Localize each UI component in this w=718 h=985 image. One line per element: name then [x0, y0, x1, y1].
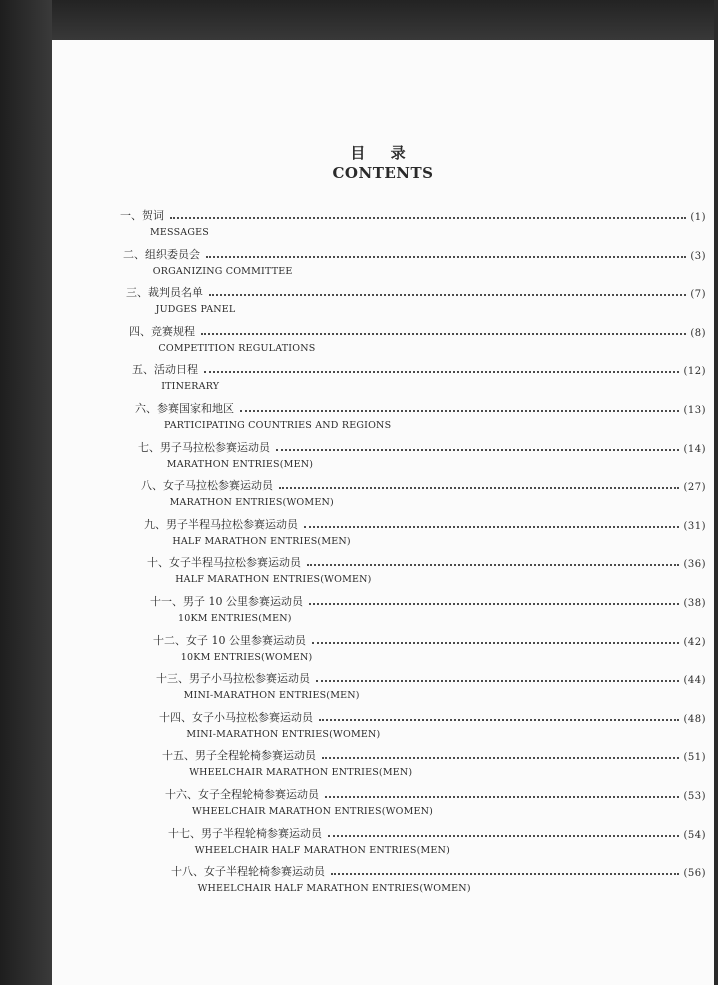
- toc-entry[interactable]: [129, 323, 706, 363]
- toc-entry[interactable]: [165, 786, 706, 826]
- toc-entry-title-en: JUDGES PANEL: [155, 304, 236, 316]
- toc-entry-title-cn: 九、男子半程马拉松参赛运动员: [144, 517, 298, 531]
- toc-entry-title-cn: 十、女子半程马拉松参赛运动员: [147, 556, 301, 570]
- toc-entry-title-cn: 五、活动日程: [132, 363, 198, 377]
- toc-entry-page: (8): [690, 327, 706, 339]
- toc-entry-title-cn: 十二、女子 10 公里参赛运动员: [153, 633, 306, 647]
- toc-entry-page: (12): [683, 366, 706, 378]
- toc-entry-title-en: MESSAGES: [150, 227, 210, 238]
- toc-entry-title-en: MINI-MARATHON ENTRIES(MEN): [183, 690, 360, 702]
- toc-entry-title-cn: 二、组织委员会: [123, 247, 200, 261]
- dot-leader: [204, 370, 679, 373]
- toc-entry[interactable]: [171, 863, 706, 903]
- toc-entry-page: (36): [683, 559, 706, 571]
- toc-entry-page: (1): [690, 212, 706, 223]
- toc-entry-title-en: 10KM ENTRIES(WOMEN): [180, 651, 313, 663]
- toc-entry-title-en: MARATHON ENTRIES(WOMEN): [169, 497, 334, 509]
- toc-entry-title-cn: 十六、女子全程轮椅参赛运动员: [165, 788, 319, 801]
- toc-entry-page: (56): [683, 868, 706, 880]
- toc-entry[interactable]: [162, 747, 706, 787]
- toc-entry-title-cn: 四、竞赛规程: [129, 324, 195, 338]
- toc-entry-title-en: COMPETITION REGULATIONS: [158, 342, 316, 354]
- toc-entry-title-cn: 七、男子马拉松参赛运动员: [138, 440, 270, 454]
- dot-leader: [279, 486, 679, 489]
- toc-entry[interactable]: [120, 207, 706, 247]
- toc-entry-title-en: WHEELCHAIR HALF MARATHON ENTRIES(WOMEN): [197, 883, 471, 895]
- toc-entry[interactable]: [135, 400, 706, 440]
- toc-entry-page: (54): [683, 829, 706, 841]
- toc-entry-title-en: ORGANIZING COMMITTEE: [152, 265, 293, 277]
- toc-entry[interactable]: [168, 825, 706, 865]
- toc-entry-title-en: WHEELCHAIR MARATHON ENTRIES(WOMEN): [192, 806, 434, 817]
- toc-entry-page: (27): [683, 482, 706, 494]
- toc-entry-page: (7): [690, 289, 706, 301]
- toc-entry[interactable]: [144, 516, 706, 556]
- toc-entry-title-cn: 八、女子马拉松参赛运动员: [141, 479, 273, 493]
- toc-entry-title-en: 10KM ENTRIES(MEN): [178, 613, 292, 624]
- page-title-en: CONTENTS: [332, 164, 434, 182]
- dot-leader: [201, 332, 686, 335]
- toc-entry-title-en: HALF MARATHON ENTRIES(WOMEN): [175, 574, 372, 586]
- scan-border-top: [0, 0, 718, 40]
- toc-entry-title-cn: 十五、男子全程轮椅参赛运动员: [162, 749, 316, 763]
- toc-entry-page: (42): [683, 636, 706, 648]
- document-page: [52, 40, 714, 985]
- toc-entry-page: (38): [683, 598, 706, 609]
- toc-entry-page: (51): [683, 752, 706, 764]
- dot-leader: [304, 525, 679, 528]
- toc-entry-title-en: ITINERARY: [161, 381, 220, 393]
- dot-leader: [276, 448, 679, 451]
- toc-entry-title-en: MARATHON ENTRIES(MEN): [166, 458, 314, 470]
- toc-entry[interactable]: [153, 632, 706, 672]
- toc-entry[interactable]: [123, 246, 706, 286]
- dot-leader: [325, 795, 679, 798]
- toc-entry[interactable]: [150, 593, 706, 633]
- toc-entry-title-en: HALF MARATHON ENTRIES(MEN): [172, 535, 351, 547]
- toc-entry-title-cn: 十八、女子半程轮椅参赛运动员: [171, 865, 325, 879]
- dot-leader: [328, 834, 679, 837]
- toc-entry[interactable]: [159, 709, 706, 749]
- toc-entry[interactable]: [126, 284, 706, 324]
- toc-entry[interactable]: [156, 670, 706, 710]
- dot-leader: [319, 718, 679, 721]
- toc-entry[interactable]: [147, 554, 706, 594]
- dot-leader: [206, 255, 686, 258]
- toc-entry-page: (44): [683, 675, 706, 687]
- toc-entry-page: (48): [683, 713, 706, 725]
- toc-entry-title-cn: 十一、男子 10 公里参赛运动员: [150, 595, 303, 608]
- dot-leader: [331, 872, 679, 875]
- toc-entry-page: (3): [690, 250, 706, 262]
- toc-entry-title-cn: 六、参赛国家和地区: [135, 402, 234, 415]
- toc-entry-title-cn: 十七、男子半程轮椅参赛运动员: [168, 826, 322, 840]
- toc-entry-page: (14): [683, 443, 706, 455]
- toc-entry[interactable]: [132, 361, 706, 401]
- toc-entry-title-cn: 十四、女子小马拉松参赛运动员: [159, 710, 313, 724]
- dot-leader: [170, 216, 686, 219]
- toc-entry-title-en: WHEELCHAIR HALF MARATHON ENTRIES(MEN): [194, 844, 450, 856]
- toc-entry[interactable]: [138, 439, 706, 479]
- table-of-contents: [52, 40, 714, 985]
- page-title-cn: 目 录: [350, 144, 416, 162]
- dot-leader: [307, 563, 679, 566]
- toc-entry-page: (31): [683, 520, 706, 532]
- toc-entry-title-en: WHEELCHAIR MARATHON ENTRIES(MEN): [189, 767, 413, 779]
- toc-entry-title-en: MINI-MARATHON ENTRIES(WOMEN): [186, 728, 381, 740]
- dot-leader: [322, 756, 679, 759]
- toc-entry-title-cn: 三、裁判员名单: [126, 286, 203, 300]
- toc-entry-page: (13): [683, 405, 706, 416]
- toc-entry-title-cn: 一、贺词: [120, 209, 164, 222]
- toc-entry-title-cn: 十三、男子小马拉松参赛运动员: [156, 672, 310, 686]
- scan-border-left: [0, 0, 52, 985]
- dot-leader: [309, 602, 679, 605]
- toc-entry[interactable]: [141, 477, 706, 517]
- dot-leader: [316, 679, 679, 682]
- toc-entry-page: (53): [683, 791, 706, 802]
- dot-leader: [240, 409, 679, 412]
- dot-leader: [209, 293, 686, 296]
- scan-border-right: [714, 0, 718, 985]
- dot-leader: [312, 641, 679, 644]
- toc-entry-title-en: PARTICIPATING COUNTRIES AND REGIONS: [164, 420, 392, 431]
